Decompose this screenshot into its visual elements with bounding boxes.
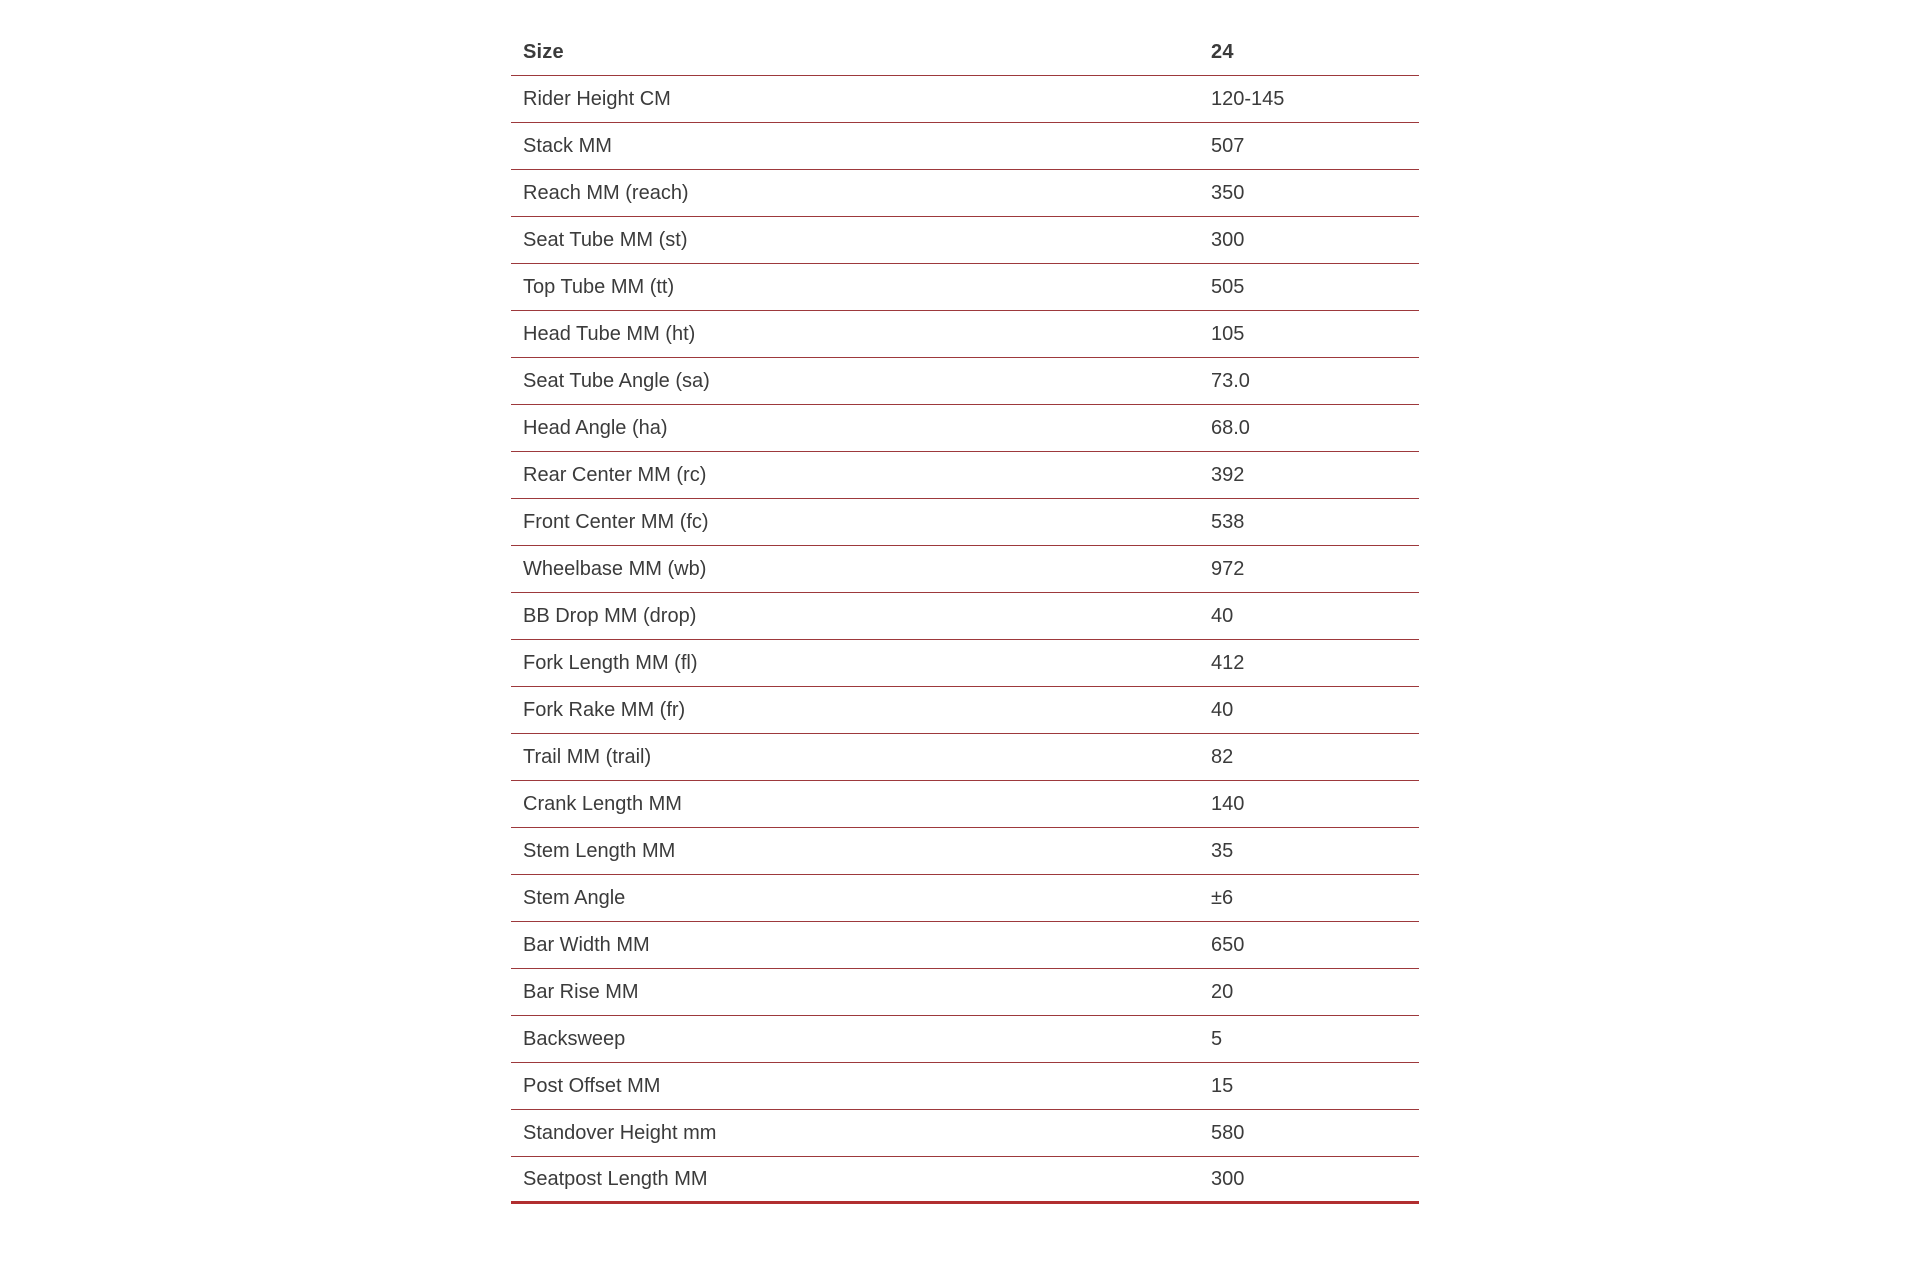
- table-row: [511, 405, 1419, 452]
- spec-value: 40: [1211, 604, 1234, 627]
- table-row: [511, 875, 1419, 922]
- table-row: [511, 264, 1419, 311]
- spec-value: 120-145: [1211, 87, 1285, 110]
- spec-label: Fork Rake MM (fr): [523, 698, 686, 721]
- spec-label: Rider Height CM: [523, 87, 671, 110]
- size-header-cell: Size: [523, 40, 564, 63]
- spec-label: Wheelbase MM (wb): [523, 557, 707, 580]
- spec-label: Head Angle (ha): [523, 416, 668, 439]
- spec-value: 5: [1211, 1027, 1223, 1050]
- spec-value: 392: [1211, 463, 1245, 486]
- table-row: [511, 1063, 1419, 1110]
- spec-value: 507: [1211, 134, 1245, 157]
- spec-value: 505: [1211, 275, 1245, 298]
- spec-label: Stem Length MM: [523, 839, 676, 862]
- spec-label: Rear Center MM (rc): [523, 463, 707, 486]
- spec-value: 972: [1211, 557, 1245, 580]
- spec-value: 412: [1211, 651, 1245, 674]
- spec-value: 300: [1211, 1167, 1245, 1190]
- spec-value: 40: [1211, 698, 1234, 721]
- table-row: [511, 969, 1419, 1016]
- spec-value: 300: [1211, 228, 1245, 251]
- table-row: [511, 170, 1419, 217]
- spec-label: Seatpost Length MM: [523, 1167, 708, 1190]
- spec-label: Post Offset MM: [523, 1074, 661, 1097]
- spec-label: Stem Angle: [523, 886, 626, 909]
- spec-value: 350: [1211, 181, 1245, 204]
- spec-label: Backsweep: [523, 1027, 626, 1050]
- table-row: [511, 311, 1419, 358]
- spec-label: Standover Height mm: [523, 1121, 717, 1144]
- spec-value: 580: [1211, 1121, 1245, 1144]
- spec-label: Top Tube MM (tt): [523, 275, 675, 298]
- table-row: [511, 546, 1419, 593]
- spec-label: Fork Length MM (fl): [523, 651, 698, 674]
- spec-label: Seat Tube MM (st): [523, 228, 688, 251]
- spec-value: 650: [1211, 933, 1245, 956]
- spec-value: 140: [1211, 792, 1245, 815]
- geometry-spec-table: [511, 29, 1419, 1204]
- spec-value: 73.0: [1211, 369, 1250, 392]
- table-row: [511, 217, 1419, 264]
- table-row: [511, 593, 1419, 640]
- spec-value: 20: [1211, 980, 1234, 1003]
- spec-label: Reach MM (reach): [523, 181, 689, 204]
- table-row: [511, 358, 1419, 405]
- spec-label: Bar Rise MM: [523, 980, 639, 1003]
- spec-label: Trail MM (trail): [523, 745, 652, 768]
- spec-label: Bar Width MM: [523, 933, 650, 956]
- spec-label: Head Tube MM (ht): [523, 322, 696, 345]
- spec-label: Stack MM: [523, 134, 612, 157]
- table-row: [511, 734, 1419, 781]
- spec-label: Crank Length MM: [523, 792, 682, 815]
- spec-label: Front Center MM (fc): [523, 510, 709, 533]
- table-row: [511, 781, 1419, 828]
- table-row: [511, 640, 1419, 687]
- table-row: [511, 1157, 1419, 1204]
- spec-value: ±6: [1211, 886, 1234, 909]
- spec-label: Seat Tube Angle (sa): [523, 369, 710, 392]
- table-header-row: [511, 29, 1419, 76]
- table-row: [511, 1110, 1419, 1157]
- spec-value: 15: [1211, 1074, 1234, 1097]
- table-row: [511, 828, 1419, 875]
- spec-label: BB Drop MM (drop): [523, 604, 697, 627]
- table-row: [511, 123, 1419, 170]
- spec-value: 82: [1211, 745, 1234, 768]
- table-row: [511, 76, 1419, 123]
- table-body: [511, 76, 1419, 1204]
- table-row: [511, 499, 1419, 546]
- size-24-header-cell: 24: [1211, 40, 1234, 63]
- spec-value: 35: [1211, 839, 1234, 862]
- spec-value: 68.0: [1211, 416, 1250, 439]
- table-row: [511, 687, 1419, 734]
- spec-value: 105: [1211, 322, 1245, 345]
- spec-value: 538: [1211, 510, 1245, 533]
- table-row: [511, 922, 1419, 969]
- table-row: [511, 452, 1419, 499]
- table-row: [511, 1016, 1419, 1063]
